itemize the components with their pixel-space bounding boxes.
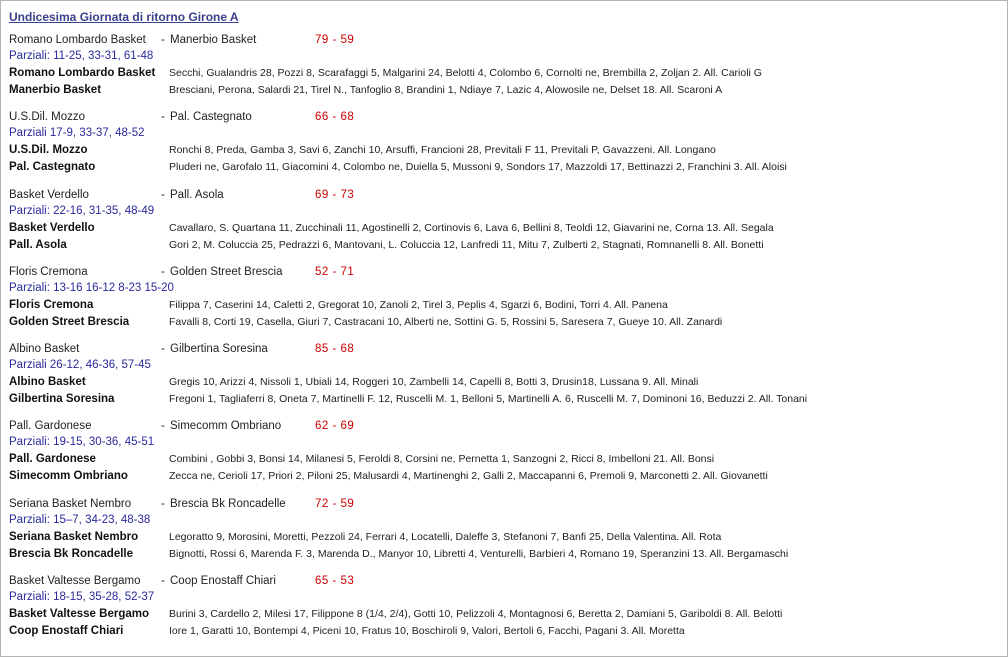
partial-scores: Parziali: 18-15, 35-28, 52-37 [9, 591, 155, 603]
away-team: Coop Enostaff Chiari [170, 575, 276, 587]
team2-players: Favalli 8, Corti 19, Casella, Giuri 7, Castracani 10, Alberti ne, Sottini G. 5, Rossini 5, Saresera 7, Gueye 10. All. Zanardi [169, 316, 723, 328]
away-team: Manerbio Basket [170, 34, 257, 46]
match-header [1, 497, 1001, 511]
team1-players: Secchi, Gualandris 28, Pozzi 8, Scarafaggi 5, Malgarini 24, Belotti 4, Colombo 6, Cornolti ne, Brembilla 2, Zoljan 2. All. Carioli G [169, 67, 762, 79]
game-block [1, 574, 1001, 650]
team2-name: Manerbio Basket [9, 84, 102, 96]
team2-players: Zecca ne, Cerioli 17, Priori 2, Piloni 25, Malusardi 4, Martinenghi 2, Galli 2, Maccapanni 6, Premoli 9, Marconetti 2. All. Giovanetti [169, 470, 768, 482]
final-score: 52 - 71 [315, 266, 355, 278]
partial-scores: Parziali: 11-25, 33-31, 61-48 [9, 50, 154, 62]
game-block [1, 110, 1001, 186]
versus-dash: - [161, 189, 165, 201]
team2-name: Brescia Bk Roncadelle [9, 548, 134, 560]
game-block [1, 497, 1001, 573]
team1-name: Pall. Gardonese [9, 453, 96, 465]
partial-scores: Parziali: 15–7, 34-23, 48-38 [9, 514, 151, 526]
away-team: Brescia Bk Roncadelle [170, 498, 286, 510]
team2-players: Fregoni 1, Tagliaferri 8, Oneta 7, Martinelli F. 12, Ruscelli M. 1, Belloni 5, Martinelli A. 6, Ruscelli M. 7, Dominoni 16, Beduzzi 2. All. Tonani [169, 393, 808, 405]
page-title[interactable]: Undicesima Giornata di ritorno Girone A [9, 10, 239, 24]
team1-name: Basket Verdello [9, 222, 95, 234]
partial-scores: Parziali: 19-15, 30-36, 45-51 [9, 436, 155, 448]
versus-dash: - [161, 266, 165, 278]
game-block [1, 342, 1001, 418]
final-score: 85 - 68 [315, 343, 355, 355]
partial-scores: Parziali 26-12, 46-36, 57-45 [9, 359, 151, 371]
game-block [1, 419, 1001, 495]
partial-scores: Parziali: 13-16 16-12 8-23 15-20 [9, 282, 174, 294]
versus-dash: - [161, 420, 165, 432]
partial-scores: Parziali 17-9, 33-37, 48-52 [9, 127, 145, 139]
partial-scores: Parziali: 22-16, 31-35, 48-49 [9, 205, 155, 217]
game-block [1, 265, 1001, 341]
team1-players: Combini , Gobbi 3, Bonsi 14, Milanesi 5, Feroldi 8, Corsini ne, Pernetta 1, Sanzogni 2, Ricci 8, Imbelloni 21. All. Bonsi [169, 453, 715, 465]
team1-players: Gregis 10, Arizzi 4, Nissoli 1, Ubiali 14, Roggeri 10, Zambelli 14, Capelli 8, Botti 3, Drusin18, Lussana 9. All. Minali [169, 376, 699, 388]
team2-name: Coop Enostaff Chiari [9, 625, 124, 637]
home-team: Romano Lombardo Basket [9, 34, 146, 46]
team1-name: U.S.Dil. Mozzo [9, 144, 88, 156]
away-team: Gilbertina Soresina [170, 343, 268, 355]
team1-name: Basket Valtesse Bergamo [9, 608, 149, 620]
final-score: 62 - 69 [315, 420, 355, 432]
team1-players: Ronchi 8, Preda, Gamba 3, Savi 6, Zanchi 10, Arsuffi, Francioni 28, Previtali F 11, Previtali P, Gavazzeni. All. Longano [169, 144, 716, 156]
home-team: U.S.Dil. Mozzo [9, 111, 86, 123]
team2-name: Gilbertina Soresina [9, 393, 115, 405]
game-block [1, 33, 1001, 109]
team1-players: Legoratto 9, Morosini, Moretti, Pezzoli 24, Ferrari 4, Locatelli, Daleffe 3, Stefanoni 7, Banfi 25, Della Valentina. All. Rota [169, 531, 722, 543]
team1-name: Floris Cremona [9, 299, 94, 311]
team2-name: Pal. Castegnato [9, 161, 96, 173]
versus-dash: - [161, 498, 165, 510]
versus-dash: - [161, 111, 165, 123]
team2-players: Pluderi ne, Garofalo 11, Giacomini 4, Colombo ne, Duiella 5, Mussoni 9, Sondors 17, Mazzoldi 17, Bettinazzi 2, Franchini 3. All. Aloisi [169, 161, 787, 173]
home-team: Albino Basket [9, 343, 80, 355]
away-team: Simecomm Ombriano [170, 420, 282, 432]
final-score: 79 - 59 [315, 34, 355, 46]
team1-players: Filippa 7, Caserini 14, Caletti 2, Gregorat 10, Zanoli 2, Tirel 3, Peplis 4, Sgarzi 6, Bodini, Torri 4. All. Panena [169, 299, 668, 311]
team1-players: Cavallaro, S. Quartana 11, Zucchinali 11, Agostinelli 2, Cortinovis 6, Lava 6, Bellini 8, Teoldi 12, Giavarini ne, Corna 13. All. Segala [169, 222, 774, 234]
team2-name: Golden Street Brescia [9, 316, 130, 328]
home-team: Basket Valtesse Bergamo [9, 575, 141, 587]
team1-players: Burini 3, Cardello 2, Milesi 17, Filippone 8 (1/4, 2/4), Gotti 10, Pelizzoli 4, Montagnosi 6, Beretta 2, Damiani 5, Gariboldi 8. All. Belotti [169, 608, 783, 620]
versus-dash: - [161, 34, 165, 46]
game-block [1, 188, 1001, 264]
away-team: Golden Street Brescia [170, 266, 283, 278]
final-score: 65 - 53 [315, 575, 355, 587]
home-team: Basket Verdello [9, 189, 89, 201]
versus-dash: - [161, 575, 165, 587]
final-score: 66 - 68 [315, 111, 355, 123]
team2-players: Bignotti, Rossi 6, Marenda F. 3, Marenda D., Manyor 10, Libretti 4, Venturelli, Barbieri 4, Romano 19, Speranzini 13. All. Bergamaschi [169, 548, 789, 560]
team2-players: Iore 1, Garatti 10, Bontempi 4, Piceni 10, Fratus 10, Boschiroli 9, Valori, Bertoli 6, Facchi, Pagani 3. All. Moretta [169, 625, 685, 637]
match-header [1, 419, 1001, 433]
team1-name: Albino Basket [9, 376, 86, 388]
match-header [1, 188, 1001, 202]
team2-name: Simecomm Ombriano [9, 470, 128, 482]
home-team: Floris Cremona [9, 266, 88, 278]
versus-dash: - [161, 343, 165, 355]
away-team: Pall. Asola [170, 189, 224, 201]
final-score: 72 - 59 [315, 498, 355, 510]
home-team: Seriana Basket Nembro [9, 498, 132, 510]
team2-players: Bresciani, Perona, Salardi 21, Tirel N., Tanfoglio 8, Brandini 1, Ndiaye 7, Lazic 4, Alowosile ne, Delset 18. All. Scaroni A [169, 84, 723, 96]
team1-name: Seriana Basket Nembro [9, 531, 139, 543]
team2-name: Pall. Asola [9, 239, 67, 251]
team1-name: Romano Lombardo Basket [9, 67, 156, 79]
match-header [1, 110, 1001, 124]
match-header [1, 342, 1001, 356]
away-team: Pal. Castegnato [170, 111, 252, 123]
match-header [1, 265, 1001, 279]
team2-players: Gori 2, M. Coluccia 25, Pedrazzi 6, Mantovani, L. Coluccia 12, Lanfredi 11, Mitu 7, Zulberti 2, Stagnati, Romnanelli 8. All. Bonetti [169, 239, 764, 251]
final-score: 69 - 73 [315, 189, 355, 201]
match-header [1, 574, 1001, 588]
home-team: Pall. Gardonese [9, 420, 92, 432]
match-header [1, 33, 1001, 47]
